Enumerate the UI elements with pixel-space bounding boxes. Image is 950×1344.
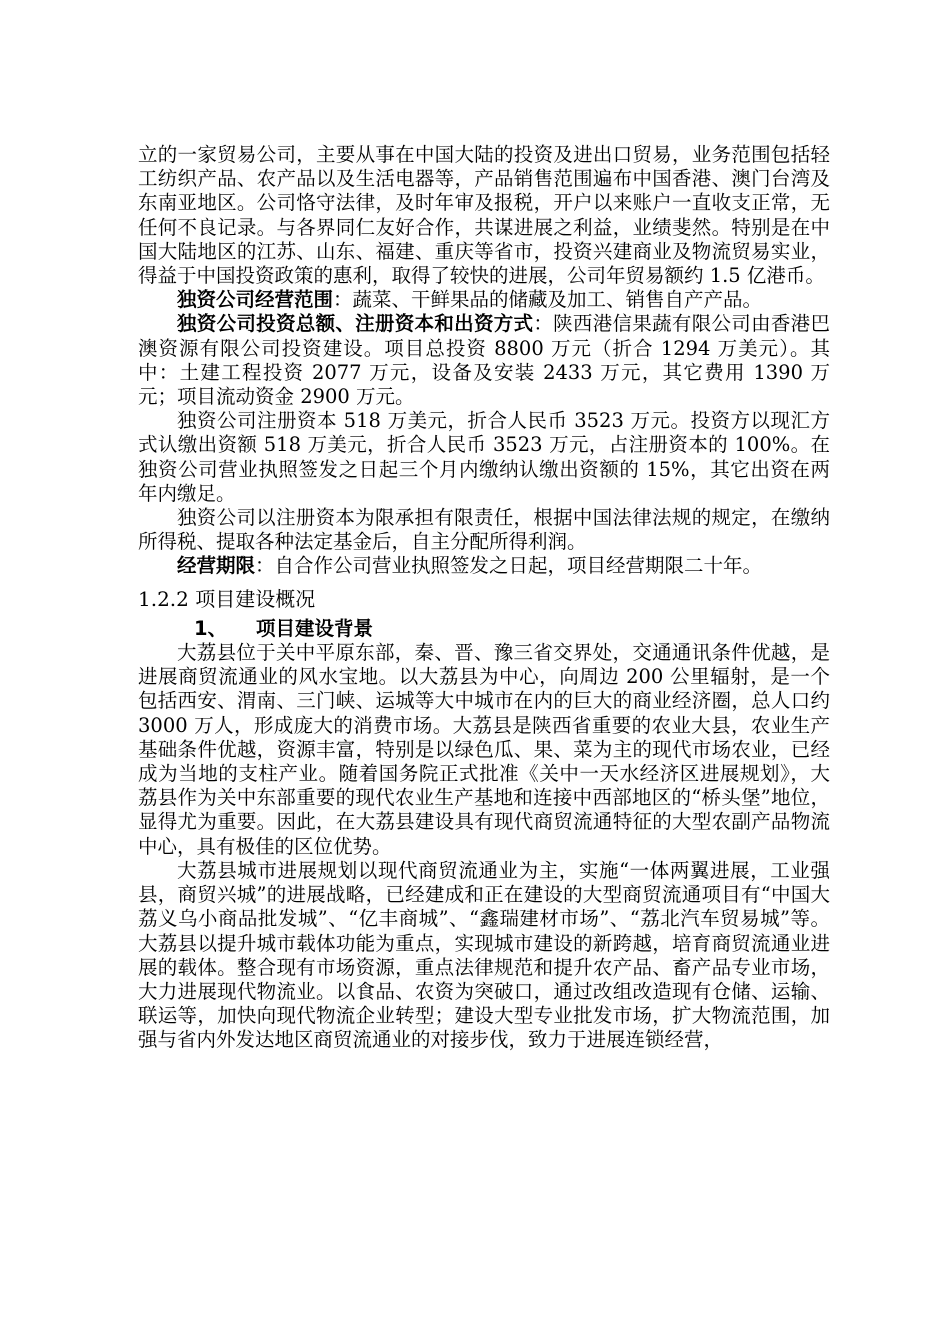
city-planning-paragraph: 大荔县城市进展规划以现代商贸流通业为主，实施“一体两翼进展，工业强县，商贸兴城”的进展战略，已经建成和正在建设的大型商贸流通项目有“中国大荔义乌小商品批发城”、“亿丰商城”、“鑫瑞建材市场”、“荔北汽车贸易城”等。大荔县以提升城市载体功能为重点，实现城市建设的新跨越，培育商贸流通业进展的载体。整合现有市场资源，重点法律规范和提升农产品、畜产品专业市场，大力进展现代物流业。以食品、农资为突破口，通过改组改造现有仓储、运输、联运等，加快向现代物流企业转型；建设大型专业批发市场，扩大物流范围，加强与省内外发达地区商贸流通业的对接步伐，致力于进展连锁经营，: [138, 858, 830, 1052]
section-heading: 1.2.2 项目建设概况: [138, 586, 316, 611]
investment-label: 独资公司投资总额、注册资本和出资方式: [177, 312, 534, 336]
liability-paragraph: 独资公司以注册资本为限承担有限责任，根据中国法律法规的规定，在缴纳所得税、提取各种法定基金后，自主分配所得利润。: [138, 506, 830, 554]
subsection-heading: [138, 617, 830, 641]
investment-paragraph: [138, 312, 830, 409]
subsection-number: 1、: [194, 616, 228, 640]
business-scope-paragraph: [138, 288, 830, 312]
location-paragraph: 大荔县位于关中平原东部，秦、晋、豫三省交界处，交通通讯条件优越，是进展商贸流通业的风水宝地。以大荔县为中心，向周边 200 公里辐射，是一个包括西安、渭南、三门峡、运城等大中城市在内的巨大的商业经济圈，总人口约 3000 万人，形成庞大的消费市场。大荔县是陕西省重要的农业大县，农业生产基础条件优越，资源丰富，特别是以绿色瓜、果、菜为主的现代市场农业，已经成为当地的支柱产业。随着国务院正式批准《关中一天水经济区进展规划》，大荔县作为关中东部重要的现代农业生产基地和连接中西部地区的“桥头堡”地位，显得尤为重要。因此，在大荔县建设具有现代商贸流通特征的大型农副产品物流中心，具有极佳的区位优势。: [138, 641, 830, 858]
company-intro-paragraph: 立的一家贸易公司，主要从事在中国大陆的投资及进出口贸易，业务范围包括轻工纺织产品、农产品以及生活电器等，产品销售范围遍布中国香港、澳门台湾及东南亚地区。公司恪守法律，及时年审及报税，开户以来账户一直收支正常，无任何不良记录。与各界同仁友好合作，共谋进展之利益，业绩斐然。特别是在中国大陆地区的江苏、山东、福建、重庆等省市，投资兴建商业及物流贸易实业，得益于中国投资政策的惠利，取得了较快的进展，公司年贸易额约 1.5 亿港币。: [138, 143, 830, 288]
operating-period-paragraph: [138, 554, 830, 578]
registered-capital-paragraph: 独资公司注册资本 518 万美元，折合人民币 3523 万元。投资方以现汇方式认缴出资额 518 万美元，折合人民币 3523 万元，占注册资本的 100%。在独资公司营业执照签发之日起三个月内缴纳认缴出资额的 15%，其它出资在两年内缴足。: [138, 409, 830, 505]
subsection-title: 项目建设背景: [256, 616, 374, 640]
investment-text: ：陕西港信果蔬有限公司由香港巴澳资源有限公司投资建设。项目总投资 8800 万元（折合 1294 万美元）。其中：土建工程投资 2077 万元，设备及安装 2433 万元，其它费用 1390 万元；项目流动资金 2900 万元。: [138, 312, 830, 409]
operating-period-text: ：自合作公司营业执照签发之日起，项目经营期限二十年。: [255, 554, 763, 578]
business-scope-label: 独资公司经营范围: [177, 288, 334, 312]
document-page: [138, 143, 830, 1053]
operating-period-label: 经营期限: [177, 554, 256, 578]
business-scope-text: ：蔬菜、干鲜果品的储藏及加工、销售自产产品。: [333, 288, 763, 312]
